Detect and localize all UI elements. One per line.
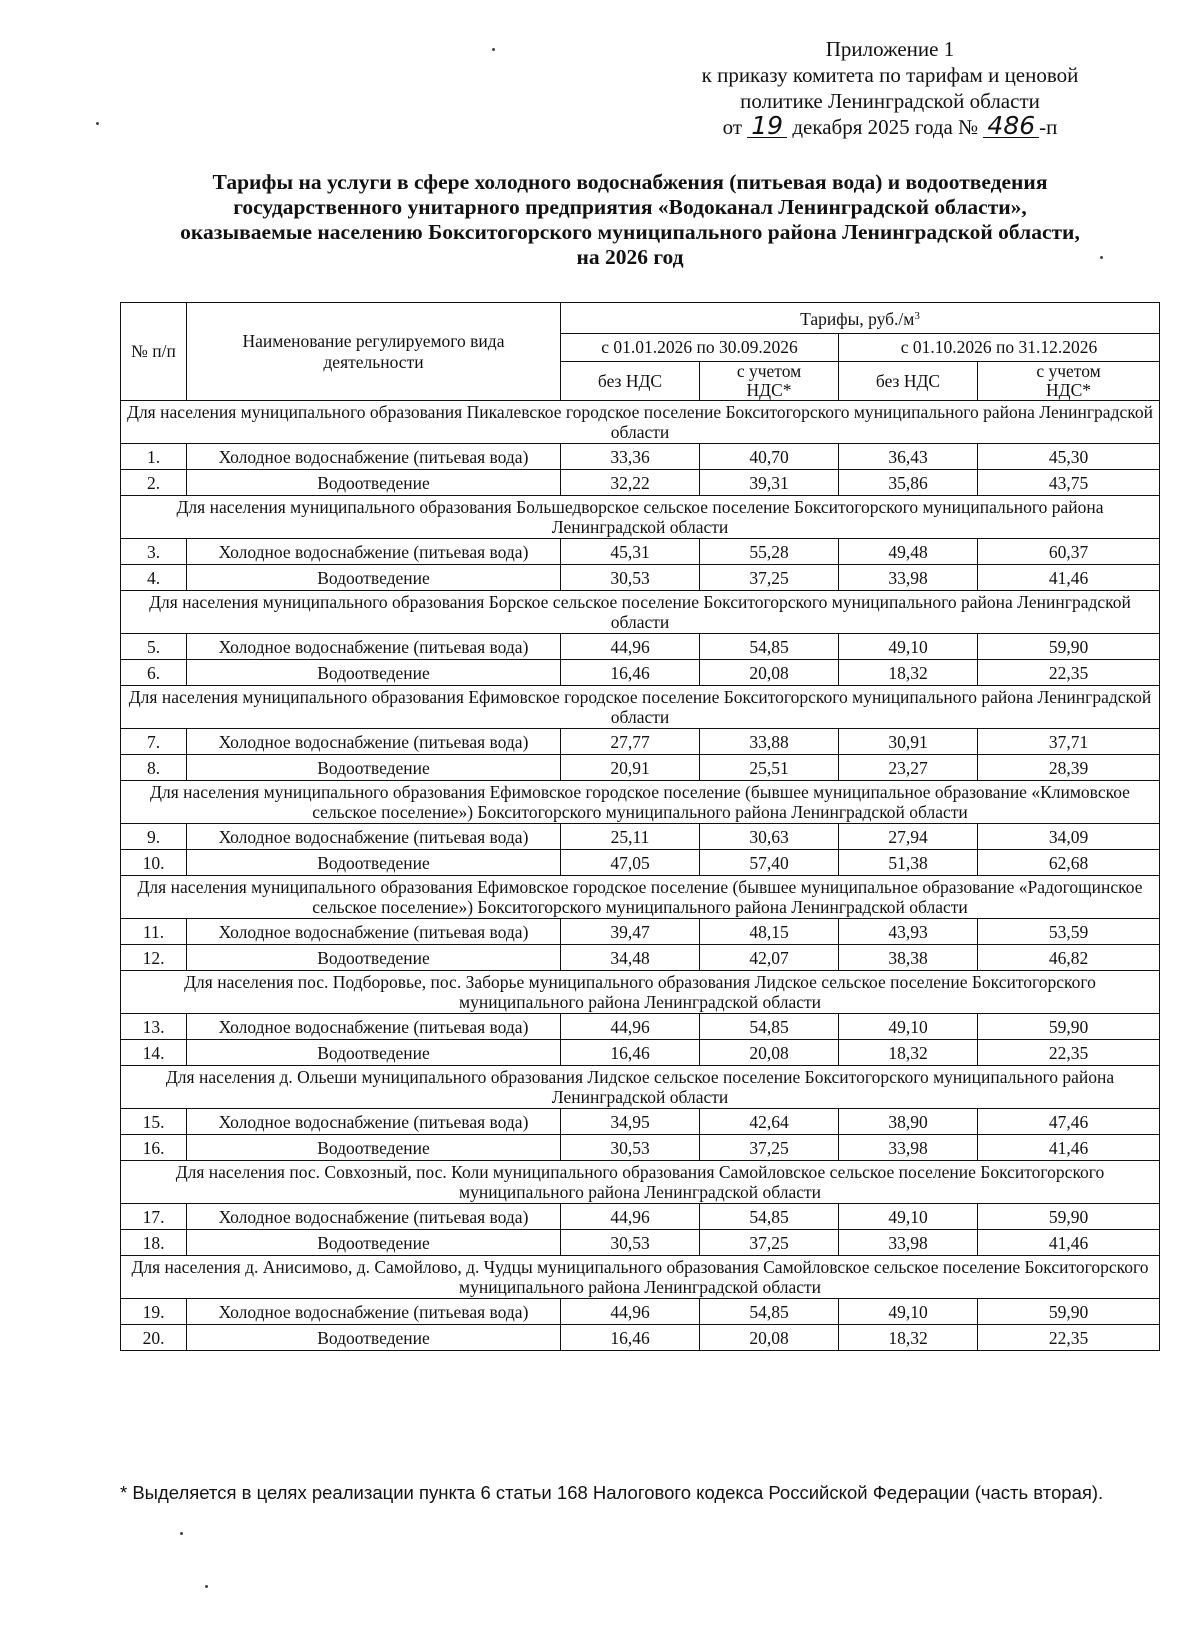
tariff-period2-with-vat: 34,09 (978, 824, 1160, 850)
row-number: 2. (121, 470, 187, 496)
appendix-line-2: к приказу комитета по тарифам и ценовой (701, 63, 1079, 87)
tariff-period2-with-vat: 28,39 (978, 755, 1160, 781)
tariff-period1-no-vat: 16,46 (561, 1325, 700, 1351)
tariff-period2-no-vat: 49,10 (839, 1014, 978, 1040)
table-row (121, 1299, 1160, 1325)
tariff-period2-no-vat: 33,98 (839, 1135, 978, 1161)
tariff-period1-with-vat: 33,88 (700, 729, 839, 755)
header-tariffs-sup: 3 (914, 310, 920, 322)
tariff-period2-with-vat: 62,68 (978, 850, 1160, 876)
row-number: 14. (121, 1040, 187, 1066)
tariff-period1-no-vat: 20,91 (561, 755, 700, 781)
tariff-period2-with-vat: 59,90 (978, 634, 1160, 660)
tariff-period1-no-vat: 25,11 (561, 824, 700, 850)
tariff-period1-with-vat: 39,31 (700, 470, 839, 496)
header-num: № п/п (121, 303, 187, 401)
date-mid: декабря 2025 года № (792, 115, 979, 139)
group-header-row (121, 1161, 1160, 1204)
title-line-4: на 2026 год (576, 245, 684, 269)
row-number: 8. (121, 755, 187, 781)
activity-name: Холодное водоснабжение (питьевая вода) (187, 729, 561, 755)
row-number: 10. (121, 850, 187, 876)
activity-name: Холодное водоснабжение (питьевая вода) (187, 824, 561, 850)
activity-name: Холодное водоснабжение (питьевая вода) (187, 919, 561, 945)
tariff-period2-no-vat: 43,93 (839, 919, 978, 945)
table-row (121, 729, 1160, 755)
title-line-1: Тарифы на услуги в сфере холодного водоснабжения (питьевая вода) и водоотведения (212, 170, 1048, 194)
group-title: Для населения муниципального образования Борское сельское поселение Бокситогорского муниципального района Ленинградской области (121, 591, 1160, 634)
scan-speck (180, 1532, 183, 1535)
tariff-period2-with-vat: 47,46 (978, 1109, 1160, 1135)
row-number: 5. (121, 634, 187, 660)
tariff-period1-no-vat: 16,46 (561, 1040, 700, 1066)
document-title (100, 170, 1160, 270)
tariff-table (120, 302, 1160, 1351)
table-row (121, 919, 1160, 945)
tariff-period1-no-vat: 39,47 (561, 919, 700, 945)
tariff-period2-with-vat: 22,35 (978, 1325, 1160, 1351)
table-row (121, 1014, 1160, 1040)
group-title: Для населения д. Ольеши муниципального образования Лидское сельское поселение Бокситогорского муниципального района Ленинградской области (121, 1066, 1160, 1109)
row-number: 16. (121, 1135, 187, 1161)
group-header-row (121, 401, 1160, 444)
tariff-period1-with-vat: 42,07 (700, 945, 839, 971)
group-header-row (121, 1256, 1160, 1299)
table-row (121, 850, 1160, 876)
header-period-2: с 01.10.2026 по 31.12.2026 (839, 334, 1160, 362)
tariff-table-body (121, 401, 1160, 1351)
row-number: 4. (121, 565, 187, 591)
activity-name: Водоотведение (187, 850, 561, 876)
tariff-period1-no-vat: 33,36 (561, 444, 700, 470)
activity-name: Водоотведение (187, 660, 561, 686)
tariff-period2-no-vat: 38,38 (839, 945, 978, 971)
activity-name: Холодное водоснабжение (питьевая вода) (187, 1204, 561, 1230)
group-header-row (121, 971, 1160, 1014)
activity-name: Холодное водоснабжение (питьевая вода) (187, 1299, 561, 1325)
tariff-period2-with-vat: 22,35 (978, 660, 1160, 686)
appendix-date-line (640, 111, 1140, 140)
tariff-period1-no-vat: 16,46 (561, 660, 700, 686)
table-row (121, 1109, 1160, 1135)
tariff-period2-no-vat: 18,32 (839, 1325, 978, 1351)
tariff-period2-with-vat: 22,35 (978, 1040, 1160, 1066)
tariff-period1-with-vat: 57,40 (700, 850, 839, 876)
row-number: 18. (121, 1230, 187, 1256)
activity-name: Холодное водоснабжение (питьевая вода) (187, 539, 561, 565)
tariff-period2-with-vat: 53,59 (978, 919, 1160, 945)
handwritten-number: 486 (983, 115, 1039, 138)
activity-name: Холодное водоснабжение (питьевая вода) (187, 444, 561, 470)
tariff-period2-no-vat: 18,32 (839, 1040, 978, 1066)
tariff-period2-no-vat: 51,38 (839, 850, 978, 876)
group-header-row (121, 496, 1160, 539)
header-no-vat-1: без НДС (561, 362, 700, 401)
row-number: 1. (121, 444, 187, 470)
table-row (121, 945, 1160, 971)
activity-name: Водоотведение (187, 470, 561, 496)
tariff-period2-with-vat: 46,82 (978, 945, 1160, 971)
tariff-period2-with-vat: 45,30 (978, 444, 1160, 470)
header-with-vat-1: с учетом НДС* (700, 362, 839, 401)
table-row (121, 1230, 1160, 1256)
tariff-period1-with-vat: 37,25 (700, 1230, 839, 1256)
table-row (121, 824, 1160, 850)
activity-name: Холодное водоснабжение (питьевая вода) (187, 1014, 561, 1040)
tariff-period1-no-vat: 44,96 (561, 634, 700, 660)
tariff-period1-with-vat: 40,70 (700, 444, 839, 470)
tariff-period2-no-vat: 49,48 (839, 539, 978, 565)
group-title: Для населения пос. Подборовье, пос. Заборье муниципального образования Лидское сельское поселение Бокситогорского муниципального района Ленинградской области (121, 971, 1160, 1014)
tariff-period1-no-vat: 45,31 (561, 539, 700, 565)
tariff-period1-with-vat: 42,64 (700, 1109, 839, 1135)
header-no-vat-2: без НДС (839, 362, 978, 401)
tariff-period2-no-vat: 49,10 (839, 1204, 978, 1230)
group-title: Для населения муниципального образования Ефимовское городское поселение (бывшее муниципальное образование «Климовское сельское поселение») Бокситогорского муниципального района Ленинградской области (121, 781, 1160, 824)
title-line-2: государственного унитарного предприятия «Водоканал Ленинградской области», (233, 195, 1027, 219)
tariff-period2-with-vat: 37,71 (978, 729, 1160, 755)
row-number: 17. (121, 1204, 187, 1230)
group-header-row (121, 876, 1160, 919)
tariff-period1-with-vat: 48,15 (700, 919, 839, 945)
group-title: Для населения муниципального образования Ефимовское городское поселение Бокситогорского муниципального района Ленинградской области (121, 686, 1160, 729)
appendix-header (640, 36, 1140, 140)
group-header-row (121, 686, 1160, 729)
header-activity: Наименование регулируемого вида деятельности (187, 303, 561, 401)
group-title: Для населения д. Анисимово, д. Самойлово, д. Чудцы муниципального образования Самойловское сельское поселение Бокситогорского муниципального района Ленинградской области (121, 1256, 1160, 1299)
table-row (121, 539, 1160, 565)
row-number: 11. (121, 919, 187, 945)
tariff-period2-with-vat: 59,90 (978, 1014, 1160, 1040)
group-title: Для населения муниципального образования Большедворское сельское поселение Бокситогорского муниципального района Ленинградской области (121, 496, 1160, 539)
table-row (121, 660, 1160, 686)
tariff-period1-no-vat: 32,22 (561, 470, 700, 496)
row-number: 9. (121, 824, 187, 850)
tariff-period1-with-vat: 54,85 (700, 634, 839, 660)
tariff-period1-with-vat: 55,28 (700, 539, 839, 565)
table-row (121, 1325, 1160, 1351)
tariff-period2-no-vat: 49,10 (839, 634, 978, 660)
tariff-period1-no-vat: 27,77 (561, 729, 700, 755)
appendix-line-1: Приложение 1 (825, 37, 955, 61)
tariff-period2-no-vat: 27,94 (839, 824, 978, 850)
tariff-period1-no-vat: 44,96 (561, 1014, 700, 1040)
tariff-period2-no-vat: 35,86 (839, 470, 978, 496)
group-header-row (121, 591, 1160, 634)
tariff-period1-no-vat: 44,96 (561, 1204, 700, 1230)
tariff-period1-with-vat: 54,85 (700, 1299, 839, 1325)
activity-name: Водоотведение (187, 565, 561, 591)
tariff-period2-no-vat: 36,43 (839, 444, 978, 470)
tariff-period1-no-vat: 34,48 (561, 945, 700, 971)
row-number: 3. (121, 539, 187, 565)
tariff-period1-with-vat: 54,85 (700, 1014, 839, 1040)
table-row (121, 1040, 1160, 1066)
tariff-period2-no-vat: 33,98 (839, 565, 978, 591)
activity-name: Водоотведение (187, 1325, 561, 1351)
tariff-period2-no-vat: 23,27 (839, 755, 978, 781)
tariff-period2-with-vat: 41,46 (978, 565, 1160, 591)
tariff-period2-no-vat: 38,90 (839, 1109, 978, 1135)
group-title: Для населения пос. Совхозный, пос. Коли муниципального образования Самойловское сельское поселение Бокситогорского муниципального района Ленинградской области (121, 1161, 1160, 1204)
tariff-period1-with-vat: 30,63 (700, 824, 839, 850)
row-number: 20. (121, 1325, 187, 1351)
tariff-period1-with-vat: 37,25 (700, 1135, 839, 1161)
header-with-vat-2: с учетом НДС* (978, 362, 1160, 401)
row-number: 6. (121, 660, 187, 686)
tariff-period2-with-vat: 41,46 (978, 1230, 1160, 1256)
tariff-period1-no-vat: 44,96 (561, 1299, 700, 1325)
tariff-period2-no-vat: 49,10 (839, 1299, 978, 1325)
tariff-period2-with-vat: 59,90 (978, 1204, 1160, 1230)
tariff-period1-with-vat: 20,08 (700, 1325, 839, 1351)
tariff-period1-with-vat: 20,08 (700, 1040, 839, 1066)
row-number: 15. (121, 1109, 187, 1135)
number-suffix: -п (1039, 115, 1058, 139)
table-row (121, 634, 1160, 660)
header-tariffs (561, 303, 1160, 334)
tariff-period1-no-vat: 34,95 (561, 1109, 700, 1135)
tariff-period1-no-vat: 30,53 (561, 1230, 700, 1256)
scan-speck (205, 1585, 208, 1588)
tariff-period1-with-vat: 20,08 (700, 660, 839, 686)
tariff-period2-with-vat: 41,46 (978, 1135, 1160, 1161)
activity-name: Холодное водоснабжение (питьевая вода) (187, 1109, 561, 1135)
header-period-1: с 01.01.2026 по 30.09.2026 (561, 334, 839, 362)
tariff-period1-with-vat: 37,25 (700, 565, 839, 591)
table-row (121, 565, 1160, 591)
scan-speck (492, 48, 495, 51)
tariff-period1-with-vat: 25,51 (700, 755, 839, 781)
table-row (121, 1135, 1160, 1161)
tariff-period2-with-vat: 43,75 (978, 470, 1160, 496)
title-line-3: оказываемые населению Бокситогорского муниципального района Ленинградской области, (180, 220, 1080, 244)
table-row (121, 1204, 1160, 1230)
activity-name: Водоотведение (187, 1040, 561, 1066)
row-number: 12. (121, 945, 187, 971)
tariff-period2-no-vat: 18,32 (839, 660, 978, 686)
tariff-period2-no-vat: 30,91 (839, 729, 978, 755)
table-row (121, 444, 1160, 470)
tariff-period1-no-vat: 47,05 (561, 850, 700, 876)
activity-name: Холодное водоснабжение (питьевая вода) (187, 634, 561, 660)
handwritten-day: 19 (747, 115, 787, 138)
group-title: Для населения муниципального образования Ефимовское городское поселение (бывшее муниципальное образование «Радогощинское сельское поселение») Бокситогорского муниципального района Ленинградской области (121, 876, 1160, 919)
appendix-line-3: политике Ленинградской области (740, 89, 1040, 113)
activity-name: Водоотведение (187, 755, 561, 781)
table-row (121, 755, 1160, 781)
group-title: Для населения муниципального образования Пикалевское городское поселение Бокситогорского муниципального района Ленинградской области (121, 401, 1160, 444)
activity-name: Водоотведение (187, 1135, 561, 1161)
scan-speck (1100, 256, 1103, 259)
tariff-period2-no-vat: 33,98 (839, 1230, 978, 1256)
activity-name: Водоотведение (187, 1230, 561, 1256)
row-number: 7. (121, 729, 187, 755)
scan-speck (96, 122, 99, 125)
row-number: 13. (121, 1014, 187, 1040)
tariff-period1-with-vat: 54,85 (700, 1204, 839, 1230)
group-header-row (121, 1066, 1160, 1109)
tariff-period2-with-vat: 60,37 (978, 539, 1160, 565)
row-number: 19. (121, 1299, 187, 1325)
footnote: * Выделяется в целях реализации пункта 6 статьи 168 Налогового кодекса Российской Федерации (часть вторая). (120, 1482, 1104, 1503)
activity-name: Водоотведение (187, 945, 561, 971)
tariff-period1-no-vat: 30,53 (561, 1135, 700, 1161)
table-row (121, 470, 1160, 496)
date-prefix: от (722, 115, 743, 139)
group-header-row (121, 781, 1160, 824)
tariff-period1-no-vat: 30,53 (561, 565, 700, 591)
header-tariffs-label: Тарифы, руб./м (800, 309, 915, 329)
tariff-period2-with-vat: 59,90 (978, 1299, 1160, 1325)
